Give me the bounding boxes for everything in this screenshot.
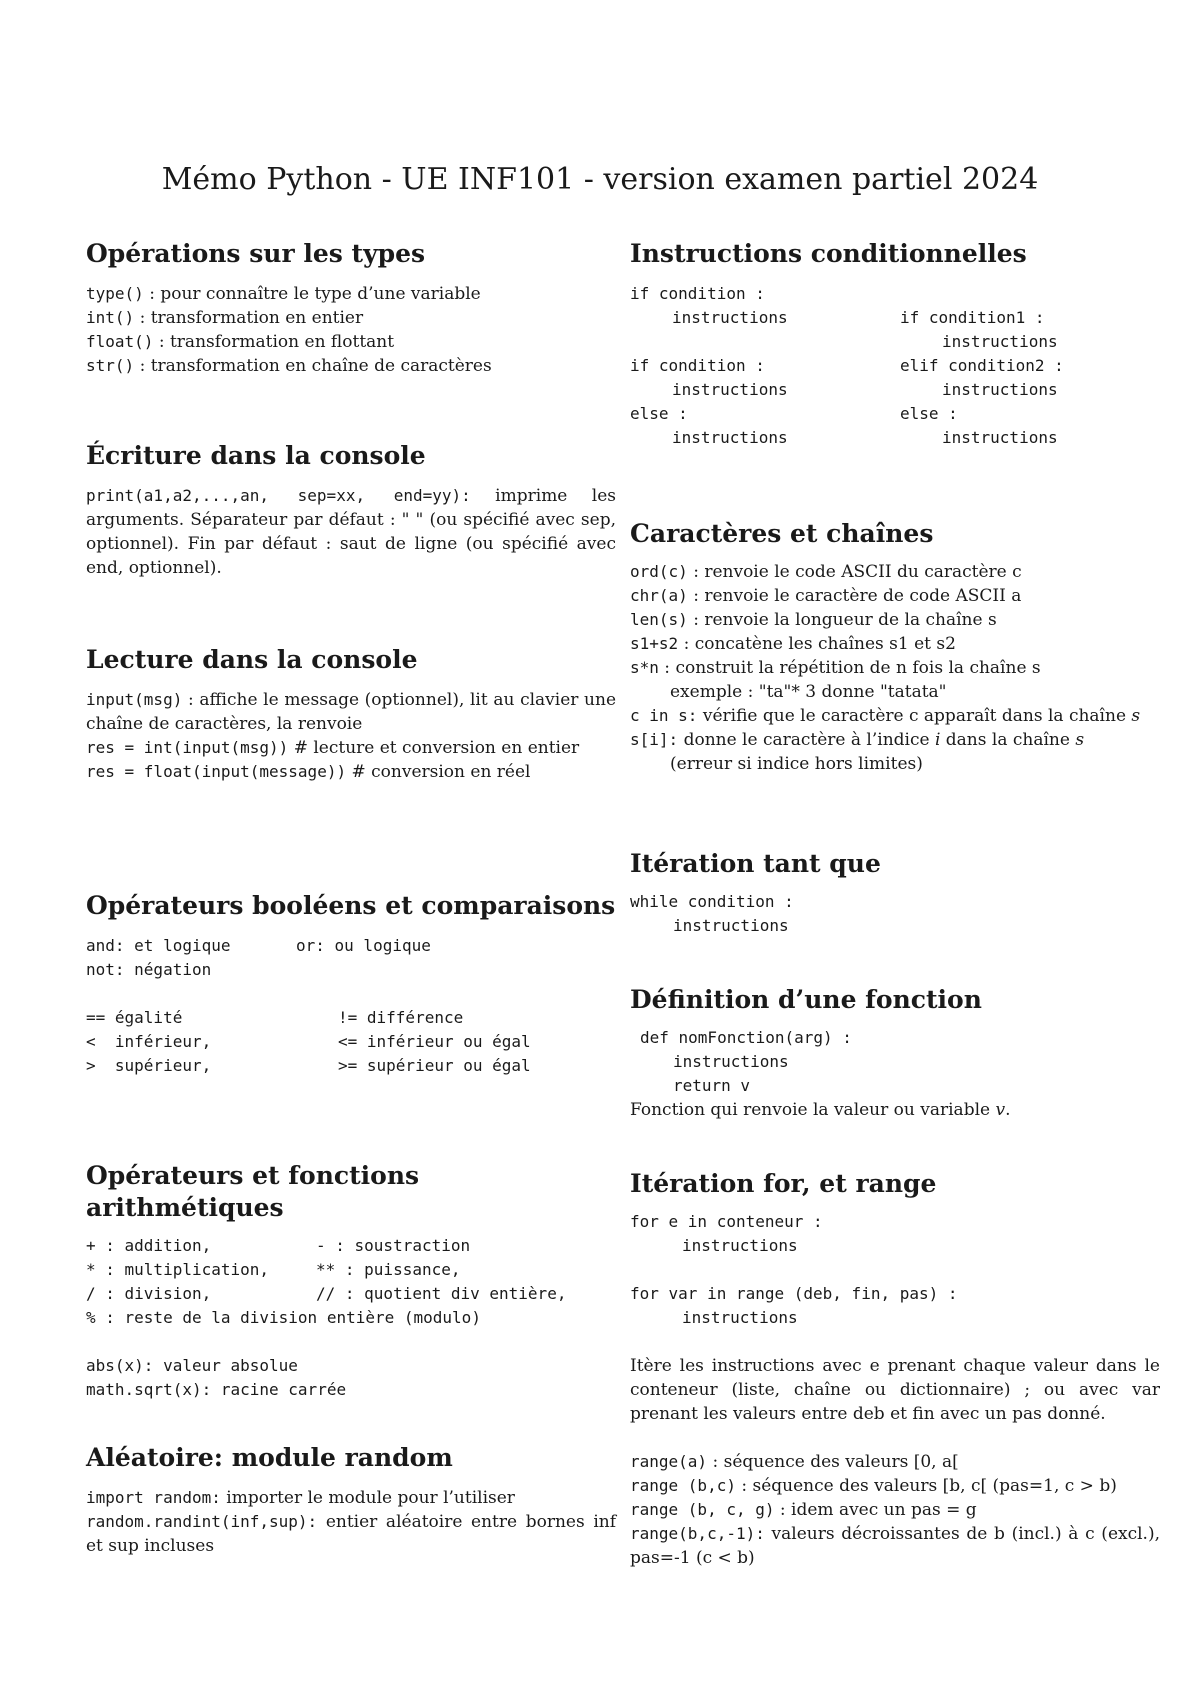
memo-line: def nomFonction(arg) :: [640, 1028, 852, 1047]
section-heading: Opérateurs et fonctions arithmétiques: [86, 1161, 420, 1222]
page-title: Mémo Python - UE INF101 - version examen partiel 2024: [161, 162, 1039, 197]
section-heading: Opérations sur les types: [86, 239, 426, 268]
memo-line: return v: [673, 1076, 751, 1095]
section-lecture: [86, 644, 616, 784]
memo-paragraph: range(b,c,-1): valeurs décroissantes de b (incl.) à c (excl.), pas=-1 (c < b): [630, 1524, 1160, 1568]
memo-line: float() : transformation en flottant: [86, 332, 395, 352]
memo-line: res = float(input(message)) # conversion en réel: [86, 762, 531, 782]
memo-line: res = int(input(msg)) # lecture et conversion en entier: [86, 738, 580, 758]
memo-paragraph: random.randint(inf,sup): entier aléatoire entre bornes inf et sup incluses: [86, 1512, 616, 1556]
section-ecriture: [86, 440, 616, 580]
section-chaines: [630, 518, 1160, 776]
section-types: [86, 238, 616, 378]
section-heading: Instructions conditionnelles: [630, 239, 1027, 268]
memo-line: for e in conteneur :: [630, 1212, 823, 1231]
section-heading: Itération tant que: [630, 849, 881, 878]
memo-line: str() : transformation en chaîne de caractères: [86, 356, 492, 376]
memo-line: chr(a) : renvoie le caractère de code ASCII a: [630, 586, 1022, 606]
section-heading: Aléatoire: module random: [86, 1443, 453, 1472]
memo-line: range(a) : séquence des valeurs [0, a[: [630, 1452, 959, 1472]
memo-line: instructions: [673, 916, 789, 935]
memo-line: abs(x): valeur absolue: [86, 1356, 298, 1375]
memo-line: math.sqrt(x): racine carrée: [86, 1380, 347, 1399]
section-fonction: [630, 984, 1160, 1122]
section-heading: Écriture dans la console: [86, 441, 426, 470]
memo-line: int() : transformation en entier: [86, 308, 364, 328]
memo-line: range (b,c) : séquence des valeurs [b, c[ (pas=1, c > b): [630, 1476, 1117, 1496]
section-heading: Définition d’une fonction: [630, 985, 982, 1014]
cond-examples: if condition : instructions if condition : instructions else : instructions if condition1 : instructions elif condition2 : instructions else : instructions: [630, 284, 1064, 447]
arith-ops: + : addition, - : soustraction * : multiplication, ** : puissance, / : division, // : quotient div entière, % : reste de la division entière (modulo): [86, 1236, 567, 1327]
section-while: [630, 848, 1160, 938]
memo-line: len(s) : renvoie la longueur de la chaîne s: [630, 610, 997, 630]
memo-line: (erreur si indice hors limites): [670, 754, 923, 774]
memo-paragraph: print(a1,a2,...,an, sep=xx, end=yy): imprime les arguments. Séparateur par défaut : " " (ou spécifié avec sep, optionnel). Fin par défaut : saut de ligne (ou spécifié avec end, optionnel).: [86, 486, 616, 578]
memo-line: s*n : construit la répétition de n fois la chaîne s: [630, 658, 1041, 678]
bool-ops: and: et logique or: ou logique not: négation: [86, 936, 431, 979]
section-heading: Lecture dans la console: [86, 645, 418, 674]
memo-line: for var in range (deb, fin, pas) :: [630, 1284, 958, 1303]
memo-paragraph: Itère les instructions avec e prenant chaque valeur dans le conteneur (liste, chaîne ou dictionnaire) ; ou avec var prenant les valeurs entre deb et fin avec un pas donné.: [630, 1356, 1160, 1424]
section-for: [630, 1168, 1160, 1570]
section-heading: Opérateurs booléens et comparaisons: [86, 891, 616, 920]
memo-line: ord(c) : renvoie le code ASCII du caractère c: [630, 562, 1022, 582]
memo-line: type() : pour connaître le type d’une variable: [86, 284, 481, 304]
section-random: [86, 1442, 616, 1558]
memo-line: s[i]: donne le caractère à l’indice i dans la chaîne s: [630, 730, 1085, 750]
memo-line: instructions: [673, 1052, 789, 1071]
section-heading: Caractères et chaînes: [630, 519, 934, 548]
memo-line: instructions: [682, 1308, 798, 1327]
memo-paragraph: input(msg) : affiche le message (optionnel), lit au clavier une chaîne de caractères, la renvoie: [86, 690, 616, 734]
section-arith: [86, 1160, 616, 1402]
memo-line: s1+s2 : concatène les chaînes s1 et s2: [630, 634, 956, 654]
memo-line: c in s: vérifie que le caractère c apparaît dans la chaîne s: [630, 706, 1141, 726]
section-booleens: [86, 890, 616, 1078]
section-conditionnelles: [630, 238, 1160, 450]
memo-line: exemple : "ta"* 3 donne "tatata": [670, 682, 947, 702]
memo-line: instructions: [682, 1236, 798, 1255]
section-heading: Itération for, et range: [630, 1169, 937, 1198]
comparison-ops: == égalité != différence < inférieur, <= inférieur ou égal > supérieur, >= supérieur ou égal: [86, 1008, 531, 1075]
memo-line: Fonction qui renvoie la valeur ou variable v.: [630, 1100, 1011, 1120]
memo-line: while condition :: [630, 892, 794, 911]
memo-line: import random: importer le module pour l’utiliser: [86, 1488, 515, 1508]
memo-line: range (b, c, g) : idem avec un pas = g: [630, 1500, 977, 1520]
